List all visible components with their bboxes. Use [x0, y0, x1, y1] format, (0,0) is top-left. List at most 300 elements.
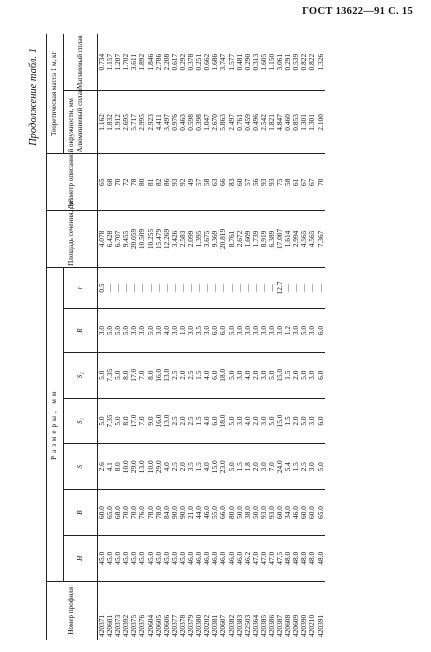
table-cell: 1.8 [244, 444, 252, 490]
table-cell: 92 [179, 154, 187, 211]
table-cell: 46.0 [228, 535, 236, 581]
table-cell: 3.0 [155, 309, 163, 353]
table-cell: 10.0 [147, 444, 155, 490]
table-cell: 15.0 [276, 352, 284, 398]
table-cell: 3.0 [308, 398, 316, 444]
table-cell: 2.672 [236, 211, 244, 268]
table-cell: 0.734 [97, 53, 106, 71]
table-cell: 1.5 [284, 398, 292, 444]
table-cell: 23.0 [219, 444, 227, 490]
table-cell: 4.0 [163, 444, 171, 490]
table-cell: 6.0 [317, 352, 325, 398]
profile-number-cell: 420601 [106, 581, 114, 640]
table-cell: 80 [138, 154, 146, 211]
table-cell: 2.497 [228, 91, 236, 154]
table-cell: 65 [98, 154, 107, 211]
table-cell: 3.0 [98, 309, 107, 353]
table-cell: 60 [236, 154, 244, 211]
table-cell: 18.0 [219, 398, 227, 444]
table-cell: 83 [228, 154, 236, 211]
profile-number-cell: 420608 [284, 581, 292, 640]
table-cell: 1.5 [284, 352, 292, 398]
table-cell: 57 [244, 154, 252, 211]
table-cell: 46.0 [236, 535, 244, 581]
table-cell: — [203, 267, 211, 308]
table-cell: 2.6 [98, 444, 107, 490]
table-cell: 68.0 [114, 490, 122, 536]
table-cell: 70.0 [130, 490, 138, 536]
table-cell: 7.0 [268, 444, 276, 490]
table-cell: 70.0 [122, 490, 130, 536]
table-cell: 13.0 [163, 352, 171, 398]
profile-number-cell: 420385 [260, 581, 268, 640]
table-cell: 1.605 [258, 53, 268, 71]
table-cell: — [260, 267, 268, 308]
col-header-r-outer: R [64, 309, 98, 353]
table-cell: 0.460 [284, 91, 292, 154]
table-cell: 3.747 [218, 53, 228, 71]
table-cell: 16.0 [155, 352, 163, 398]
table-cell: 45.0 [138, 535, 146, 581]
table-cell: 3.426 [171, 211, 179, 268]
table-cell: 2.208 [161, 53, 171, 71]
table-cell: 48.0 [308, 535, 316, 581]
table-cell: 5.0 [98, 352, 107, 398]
table-cell: 6.428 [106, 211, 114, 268]
table-cell: 2.670 [211, 91, 219, 154]
table-cell: 3.0 [276, 309, 284, 353]
table-cell: — [122, 267, 130, 308]
table-cell: 4.0 [203, 398, 211, 444]
table-cell: 4.078 [98, 211, 107, 268]
table-cell: 46.0 [203, 535, 211, 581]
col-group-mass: Теоретическая масса 1 м, кг [47, 34, 64, 154]
col-header-s1: S₁ [64, 398, 98, 444]
table-cell: 7.0 [138, 398, 146, 444]
table-cell: 2.542 [260, 91, 268, 154]
table-cell: 3.0 [244, 309, 252, 353]
table-cell: — [252, 267, 260, 308]
table-cell: 46.0 [219, 535, 227, 581]
table-cell: 0.290 [242, 53, 252, 71]
table-cell: 5.0 [114, 309, 122, 353]
table-cell: 8.0 [122, 398, 130, 444]
table-cell: 5.0 [228, 444, 236, 490]
table-cell: 68 [106, 154, 114, 211]
table-cell: 3.0 [308, 309, 316, 353]
table-cell: 67 [300, 154, 308, 211]
table-cell: 47.0 [260, 535, 268, 581]
table-cell: 1.5 [195, 444, 203, 490]
table-cell: 7.367 [317, 211, 325, 268]
table-cell: 70 [114, 154, 122, 211]
table-cell: 58 [203, 154, 211, 211]
profile-number-cell: 420607 [219, 581, 227, 640]
table-cell: 5.0 [106, 309, 114, 353]
col-header-h: H [64, 535, 98, 581]
profile-number-cell: 420380 [195, 581, 203, 640]
table-cell: 3.611 [129, 53, 139, 71]
table-cell: 46.0 [203, 490, 211, 536]
table-cell: 45.0 [114, 535, 122, 581]
table-cell: 0.291 [283, 53, 293, 71]
profile-number-cell: 420373 [114, 581, 122, 640]
table-cell: 72 [122, 154, 130, 211]
table-cell: 55.0 [211, 490, 219, 536]
table-cell: 0.662 [202, 53, 212, 71]
table-cell: 5.0 [114, 398, 122, 444]
table-cell: 8.0 [147, 352, 155, 398]
table-cell: 1.162 [98, 91, 107, 154]
table-cell: 2.786 [153, 53, 163, 71]
rotated-table-block [28, 34, 410, 640]
table-cell: — [284, 267, 292, 308]
table-cell: 93.0 [260, 490, 268, 536]
profile-number-cell: 420604 [147, 581, 155, 640]
table-cell: 76.0 [138, 490, 146, 536]
table-cell: 18.0 [219, 352, 227, 398]
table-cell: 2.0 [252, 352, 260, 398]
profile-number-cell: 420375 [130, 581, 138, 640]
table-cell: 84.0 [163, 490, 171, 536]
table-cell: 90.0 [171, 490, 179, 536]
table-cell: 4.847 [276, 91, 284, 154]
table-cell: 8.761 [228, 211, 236, 268]
table-cell: 70 [317, 154, 325, 211]
table-cell: 2.5 [171, 444, 179, 490]
table-cell: 57 [195, 154, 203, 211]
table-cell: 17.0 [130, 352, 138, 398]
table-cell: 3.0 [236, 309, 244, 353]
table-cell: 1.739 [252, 211, 260, 268]
table-cell: 81 [147, 154, 155, 211]
table-cell: 5.0 [98, 398, 107, 444]
table-cell: 44.0 [195, 490, 203, 536]
table-cell: 0.496 [252, 91, 260, 154]
table-cell: 7.0 [138, 352, 146, 398]
table-cell: 90.0 [179, 490, 187, 536]
table-cell: 3.0 [268, 309, 276, 353]
table-cell: 1.846 [145, 53, 155, 71]
table-cell: 7.35 [106, 352, 114, 398]
profile-number-cell: 420386 [268, 581, 276, 640]
table-cell: 5.0 [300, 309, 308, 353]
table-cell: 66 [219, 154, 227, 211]
table-cell: 56 [252, 154, 260, 211]
table-cell: — [211, 267, 219, 308]
table-cell: 45.0 [98, 535, 107, 581]
table-cell: 5.0 [300, 398, 308, 444]
table-cell: 34.0 [284, 490, 292, 536]
table-cell: 2.5 [171, 398, 179, 444]
table-cell: 20.059 [130, 211, 138, 268]
table-cell: 0.761 [236, 91, 244, 154]
table-cell: 29.0 [130, 444, 138, 490]
table-cell: 3.061 [275, 53, 285, 71]
table-cell: 1.395 [195, 211, 203, 268]
table-cell: 3.0 [308, 444, 316, 490]
table-cell: 2.583 [179, 211, 187, 268]
table-cell: 1.577 [226, 53, 236, 71]
table-cell: 46.2 [244, 535, 252, 581]
table-cell: 0.853 [292, 91, 300, 154]
table-cell: 46.0 [292, 490, 300, 536]
profile-number-cell: 420364 [252, 581, 260, 640]
page-header: ГОСТ 13622—91 С. 15 [302, 6, 413, 17]
table-cell: 45.0 [171, 535, 179, 581]
table-cell: 65.0 [106, 490, 114, 536]
table-cell: 67 [308, 154, 316, 211]
profile-number-cell: 420379 [187, 581, 195, 640]
col-header-s2: S₂ [64, 352, 98, 398]
table-cell: 2.0 [179, 398, 187, 444]
table-continuation-label: Продолжение табл. 1 [28, 48, 39, 146]
table-cell: 10.255 [147, 211, 155, 268]
table-cell: — [114, 267, 122, 308]
table-cell: 20.819 [219, 211, 227, 268]
table-cell: 29.0 [155, 444, 163, 490]
table-cell: 0.378 [186, 53, 196, 71]
table-cell: — [138, 267, 146, 308]
table-cell: 4.0 [244, 398, 252, 444]
table-cell: 78 [130, 154, 138, 211]
table-cell: 13.0 [163, 398, 171, 444]
table-cell: 0.822 [299, 53, 309, 71]
table-cell: 1.301 [308, 91, 316, 154]
table-cell: 1.157 [105, 53, 115, 71]
table-cell: 3.0 [260, 398, 268, 444]
table-cell: 47.5 [276, 535, 284, 581]
table-cell: 5.0 [114, 352, 122, 398]
table-cell: 3.0 [292, 309, 300, 353]
table-cell: — [195, 267, 203, 308]
table-cell: 8.0 [122, 352, 130, 398]
table-cell: 48.0 [292, 535, 300, 581]
table-cell: 86 [163, 154, 171, 211]
col-group-dimensions: Размеры, мм [47, 267, 64, 581]
table-cell: 3.0 [260, 309, 268, 353]
table-cell: 3.0 [130, 309, 138, 353]
profile-table [46, 34, 325, 640]
table-cell: 3.0 [260, 352, 268, 398]
table-cell: 5.0 [317, 444, 325, 490]
table-cell: 3.5 [187, 444, 195, 490]
table-cell: 0.459 [244, 91, 252, 154]
table-cell: 21.0 [187, 490, 195, 536]
table-cell: 1.892 [137, 53, 147, 71]
table-cell: 10.509 [138, 211, 146, 268]
table-cell: 6.707 [114, 211, 122, 268]
table-cell: 9.369 [211, 211, 219, 268]
table-cell: 61 [292, 154, 300, 211]
table-cell: 1.326 [315, 53, 325, 71]
profile-number-cell: 420376 [138, 581, 146, 640]
table-cell: 3.0 [260, 444, 268, 490]
table-cell: 5.0 [147, 309, 155, 353]
table-cell: 24.0 [276, 444, 284, 490]
table-cell: 1.150 [266, 53, 276, 71]
table-cell: 0.251 [194, 53, 204, 71]
table-cell: 45.0 [163, 535, 171, 581]
table-cell: 93 [268, 154, 276, 211]
table-cell: 50.0 [236, 490, 244, 536]
table-cell: 16.0 [155, 398, 163, 444]
table-row [317, 34, 325, 640]
col-header-aluminium: Алюминиевый сплав [64, 91, 98, 154]
table-cell: 4.565 [300, 211, 308, 268]
table-cell: — [179, 267, 187, 308]
table-cell: 3.675 [203, 211, 211, 268]
profile-number-cell: 420392 [122, 581, 130, 640]
table-cell: 15.0 [211, 444, 219, 490]
table-cell: 17.0 [130, 398, 138, 444]
table-cell: — [300, 267, 308, 308]
table-cell: 1.047 [203, 91, 211, 154]
table-cell: 6.389 [268, 211, 276, 268]
table-cell: 2.5 [187, 398, 195, 444]
table-cell: 47.0 [252, 535, 260, 581]
table-cell: 45.0 [155, 535, 163, 581]
table-cell: 75 [276, 154, 284, 211]
col-header-b: B [64, 490, 98, 536]
table-cell: 1.5 [195, 398, 203, 444]
table-cell: 50.0 [252, 490, 260, 536]
profile-number-cell: 420605 [155, 581, 163, 640]
table-cell: — [292, 267, 300, 308]
table-cell: 6.0 [211, 352, 219, 398]
table-cell: 0.617 [169, 53, 179, 71]
table-cell: 2.695 [122, 91, 130, 154]
table-cell: 15.479 [155, 211, 163, 268]
table-cell: 38.0 [244, 490, 252, 536]
table-cell: 1.5 [236, 444, 244, 490]
table-cell: — [236, 267, 244, 308]
table-cell: 6.0 [317, 309, 325, 353]
table-body [98, 34, 325, 640]
profile-number-cell: 420371 [98, 581, 107, 640]
table-cell: — [130, 267, 138, 308]
profile-number-cell: 420378 [179, 581, 187, 640]
table-cell: 9.0 [147, 398, 155, 444]
table-cell: 1.609 [244, 211, 252, 268]
table-cell: — [317, 267, 325, 308]
table-cell: 4.0 [203, 444, 211, 490]
table-cell: — [147, 267, 155, 308]
table-cell: 1.821 [268, 91, 276, 154]
table-cell: — [244, 267, 252, 308]
table-cell: 0.292 [177, 53, 187, 71]
profile-number-cell: 420381 [211, 581, 219, 640]
table-cell: 2.994 [292, 211, 300, 268]
table-cell: — [106, 267, 114, 308]
table-cell: 47.0 [268, 535, 276, 581]
table-cell: 0.822 [307, 53, 317, 71]
table-cell: 63 [211, 154, 219, 211]
table-cell: 1.614 [284, 211, 292, 268]
table-cell: 45.0 [130, 535, 138, 581]
table-cell: — [163, 267, 171, 308]
table-cell: 2.5 [187, 352, 195, 398]
table-cell: 0.481 [234, 53, 244, 71]
profile-number-cell: 420383 [236, 581, 244, 640]
table-cell: 48.0 [300, 535, 308, 581]
table-cell: 2.0 [252, 444, 260, 490]
table-cell: 5.0 [228, 352, 236, 398]
table-cell: 2.100 [317, 91, 325, 154]
table-cell: 4.0 [203, 352, 211, 398]
table-cell: 1.2 [284, 309, 292, 353]
table-cell: 0.5 [98, 267, 107, 308]
profile-number-cell: 420377 [171, 581, 179, 640]
col-header-magnesium: Магниевый сплав [64, 34, 98, 91]
table-cell: 0.313 [250, 53, 260, 71]
table-cell: 5.0 [228, 398, 236, 444]
table-cell: 2.0 [252, 398, 260, 444]
table-cell: 60.0 [276, 490, 284, 536]
col-header-profile: Номер профиля [47, 581, 98, 640]
table-cell: 4.565 [308, 211, 316, 268]
table-cell: 6.0 [219, 309, 227, 353]
table-cell: 1.832 [106, 91, 114, 154]
table-cell: 3.0 [187, 309, 195, 353]
table-cell: 1.912 [114, 91, 122, 154]
profile-number-cell: 420210 [308, 581, 316, 640]
table-cell: 1.207 [113, 53, 123, 71]
table-cell: 6.0 [211, 398, 219, 444]
table-cell: 93 [171, 154, 179, 211]
table-cell: 78.0 [155, 490, 163, 536]
table-cell: 60.0 [300, 490, 308, 536]
table-cell: 46.0 [195, 535, 203, 581]
table-cell: 0.598 [187, 91, 195, 154]
table-cell: — [155, 267, 163, 308]
table-cell: 48.0 [317, 535, 325, 581]
profile-number-cell: 420382 [228, 581, 236, 640]
table-cell: 5.717 [130, 91, 138, 154]
table-cell: 3.0 [236, 398, 244, 444]
col-header-area: Площадь сечения, см² [47, 211, 98, 268]
table-cell: 3.0 [236, 352, 244, 398]
table-cell: — [171, 267, 179, 308]
table-cell: 5.0 [268, 398, 276, 444]
table-cell: 5.863 [219, 91, 227, 154]
table-cell: 45.0 [106, 535, 114, 581]
table-cell: — [187, 267, 195, 308]
table-cell: 3.0 [252, 309, 260, 353]
table-cell: 1.5 [195, 352, 203, 398]
table-cell: 8.0 [114, 444, 122, 490]
table-cell: 12.269 [163, 211, 171, 268]
col-header-r-inner: r [64, 267, 98, 308]
table-cell: 2.0 [292, 352, 300, 398]
table-cell: 2.0 [179, 444, 187, 490]
table-cell: 3.0 [138, 309, 146, 353]
table-cell: 4.0 [244, 352, 252, 398]
profile-number-cell: 420606 [163, 581, 171, 640]
table-cell: 2.5 [300, 444, 308, 490]
table-cell: 3.0 [203, 309, 211, 353]
table-cell: 6.0 [317, 398, 325, 444]
col-header-s: S [64, 444, 98, 490]
table-cell: 66.0 [219, 490, 227, 536]
table-cell: 17.007 [276, 211, 284, 268]
table-cell: 45.0 [147, 535, 155, 581]
table-cell: 0.398 [195, 91, 203, 154]
table-cell: 9.455 [122, 211, 130, 268]
profile-number-cell: 420391 [317, 581, 325, 640]
table-cell: 0.539 [291, 53, 301, 71]
table-header [47, 34, 98, 640]
